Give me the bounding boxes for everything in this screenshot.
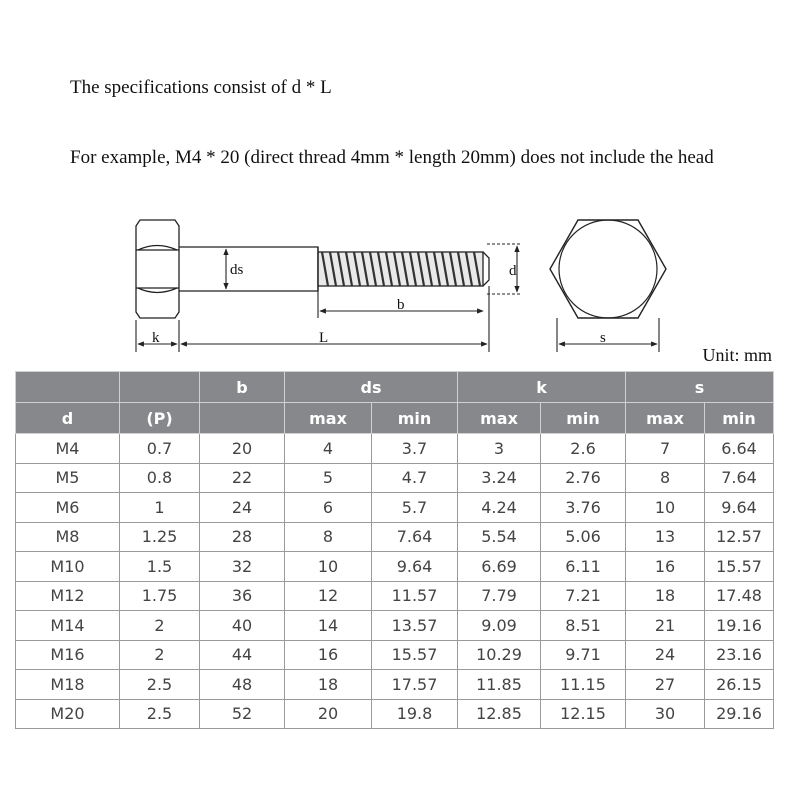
spec-example: For example, M4 * 20 (direct thread 4mm * length 20mm) does not include the head	[70, 147, 714, 168]
table-cell: 12.15	[541, 699, 626, 729]
table-cell: 16	[285, 640, 372, 670]
table-row	[16, 552, 774, 582]
table-cell: 19.8	[372, 699, 458, 729]
table-cell: 30	[626, 699, 705, 729]
label-ds: ds	[230, 262, 244, 278]
label-d: d	[509, 263, 517, 279]
header-row-2	[16, 403, 774, 434]
table-row	[16, 522, 774, 552]
table-cell: 5.7	[372, 493, 458, 523]
table-cell: 2.76	[541, 463, 626, 493]
table-cell: 44	[200, 640, 285, 670]
table-cell: M4	[16, 434, 120, 464]
table-cell: 18	[285, 670, 372, 700]
table-cell: 1	[120, 493, 200, 523]
table-row	[16, 640, 774, 670]
header-k-max: max	[458, 403, 541, 434]
table-cell: 12.85	[458, 699, 541, 729]
table-cell: 24	[200, 493, 285, 523]
table-cell: 4	[285, 434, 372, 464]
table-cell: 15.57	[705, 552, 774, 582]
table-cell: 9.64	[372, 552, 458, 582]
spec-description: The specifications consist of d * L	[70, 77, 332, 98]
table-cell: 21	[626, 611, 705, 641]
header-blank-1	[16, 372, 120, 403]
bolt-diagram	[0, 0, 800, 370]
table-cell: 6.69	[458, 552, 541, 582]
table-cell: 7.21	[541, 581, 626, 611]
table-cell: 16	[626, 552, 705, 582]
header-s-max: max	[626, 403, 705, 434]
table-cell: 6.11	[541, 552, 626, 582]
table-cell: 4.7	[372, 463, 458, 493]
hex-end-view	[550, 220, 666, 318]
table-cell: 4.24	[458, 493, 541, 523]
table-cell: 20	[200, 434, 285, 464]
table-cell: 15.57	[372, 640, 458, 670]
table-cell: 9.09	[458, 611, 541, 641]
table-cell: 9.64	[705, 493, 774, 523]
table-cell: 2.5	[120, 699, 200, 729]
header-ds-max: max	[285, 403, 372, 434]
table-cell: 1.5	[120, 552, 200, 582]
table-cell: 48	[200, 670, 285, 700]
table-cell: 7.64	[705, 463, 774, 493]
bolt-shank	[179, 247, 318, 291]
spec-table-body	[16, 434, 774, 729]
table-cell: 19.16	[705, 611, 774, 641]
table-cell: 5.06	[541, 522, 626, 552]
table-cell: 8.51	[541, 611, 626, 641]
table-row	[16, 670, 774, 700]
table-cell: M18	[16, 670, 120, 700]
table-cell: 36	[200, 581, 285, 611]
table-cell: 2	[120, 640, 200, 670]
table-cell: 8	[285, 522, 372, 552]
table-cell: 3.7	[372, 434, 458, 464]
table-cell: 3.76	[541, 493, 626, 523]
table-cell: 11.85	[458, 670, 541, 700]
header-ds: ds	[285, 372, 458, 403]
table-cell: 3.24	[458, 463, 541, 493]
table-row	[16, 434, 774, 464]
table-cell: 13	[626, 522, 705, 552]
table-cell: 10	[626, 493, 705, 523]
table-cell: 1.75	[120, 581, 200, 611]
table-cell: 27	[626, 670, 705, 700]
header-s-min: min	[705, 403, 774, 434]
table-cell: M8	[16, 522, 120, 552]
table-cell: 18	[626, 581, 705, 611]
table-cell: 26.15	[705, 670, 774, 700]
table-cell: 3	[458, 434, 541, 464]
table-cell: M20	[16, 699, 120, 729]
table-cell: M16	[16, 640, 120, 670]
table-cell: 17.57	[372, 670, 458, 700]
header-d: d	[16, 403, 120, 434]
label-k: k	[152, 330, 160, 346]
label-L: L	[319, 330, 329, 346]
table-cell: 6	[285, 493, 372, 523]
table-cell: 40	[200, 611, 285, 641]
table-cell: 17.48	[705, 581, 774, 611]
table-cell: 13.57	[372, 611, 458, 641]
spec-table	[15, 371, 774, 729]
table-cell: 0.7	[120, 434, 200, 464]
header-k-min: min	[541, 403, 626, 434]
table-cell: 9.71	[541, 640, 626, 670]
table-cell: 24	[626, 640, 705, 670]
label-b: b	[397, 297, 405, 313]
header-k: k	[458, 372, 626, 403]
table-cell: 32	[200, 552, 285, 582]
table-cell: 2	[120, 611, 200, 641]
table-row	[16, 611, 774, 641]
header-s: s	[626, 372, 774, 403]
table-cell: 12	[285, 581, 372, 611]
table-cell: 11.57	[372, 581, 458, 611]
table-cell: 23.16	[705, 640, 774, 670]
label-s: s	[600, 330, 606, 346]
table-cell: 11.15	[541, 670, 626, 700]
table-cell: 1.25	[120, 522, 200, 552]
table-cell: 8	[626, 463, 705, 493]
table-cell: 6.64	[705, 434, 774, 464]
table-cell: M6	[16, 493, 120, 523]
table-cell: 5.54	[458, 522, 541, 552]
header-blank-3	[200, 403, 285, 434]
table-cell: M10	[16, 552, 120, 582]
unit-label: Unit: mm	[702, 345, 772, 365]
table-cell: M14	[16, 611, 120, 641]
header-pitch: (P)	[120, 403, 200, 434]
table-cell: 10	[285, 552, 372, 582]
table-cell: 0.8	[120, 463, 200, 493]
table-cell: 52	[200, 699, 285, 729]
table-cell: 29.16	[705, 699, 774, 729]
table-cell: 2.5	[120, 670, 200, 700]
table-cell: 12.57	[705, 522, 774, 552]
table-cell: 22	[200, 463, 285, 493]
table-cell: 10.29	[458, 640, 541, 670]
table-cell: 2.6	[541, 434, 626, 464]
table-cell: 5	[285, 463, 372, 493]
table-cell: M5	[16, 463, 120, 493]
header-ds-min: min	[372, 403, 458, 434]
header-b: b	[200, 372, 285, 403]
table-cell: 7.64	[372, 522, 458, 552]
table-cell: 14	[285, 611, 372, 641]
table-cell: 7	[626, 434, 705, 464]
table-cell: 28	[200, 522, 285, 552]
header-row-1	[16, 372, 774, 403]
table-row	[16, 581, 774, 611]
header-blank-2	[120, 372, 200, 403]
table-cell: 20	[285, 699, 372, 729]
bolt-head	[136, 220, 179, 318]
table-cell: M12	[16, 581, 120, 611]
table-row	[16, 699, 774, 729]
table-cell: 7.79	[458, 581, 541, 611]
table-row	[16, 463, 774, 493]
table-row	[16, 493, 774, 523]
